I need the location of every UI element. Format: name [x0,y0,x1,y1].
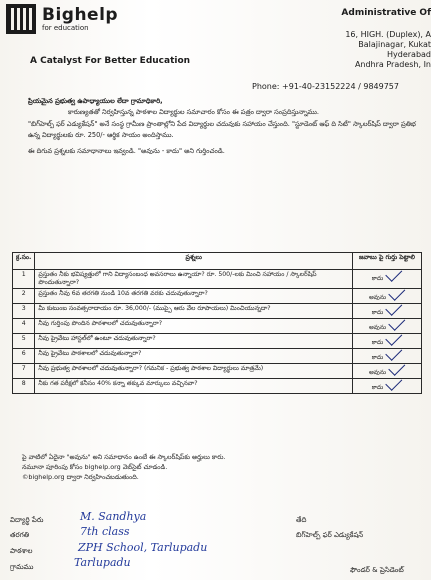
row-number: 7 [13,364,35,379]
date-label: తేది [296,516,307,524]
row-answer[interactable] [353,364,422,379]
answer-text: కాదు [371,354,384,361]
note-1: పై వాటిలో ఏదైనా "అవును" అని సమాధానం ఉంటే ఈ స్కాలర్‌షిప్‌కు అర్హులు కారు. [22,453,226,461]
row-number: 5 [13,334,35,349]
answer-text: కాదు [371,309,384,316]
row-number: 8 [13,379,35,394]
school-label: పాఠశాల [10,547,33,555]
row-question: మీ కుటుంబ సంవత్సరాదాయం రూ. 36,000/- (ముప్పై ఆరు వేల రూపాయలు) మించియున్నదా? [35,304,353,319]
row-question: ప్రస్తుతం నీకు భవిష్యత్తులో గాని విద్యాసంబంధ అవసరాలు ఉన్నాయా? రూ. 500/-లకు మించి సహాయం / స్కాలర్‌షిప్ పొందుతున్నారా? [35,270,353,289]
closing-notes [22,452,427,482]
row-question: నీవు గుర్తింపు పొందిన పాఠశాలలో చదువుతున్నారా? [35,319,353,334]
questions-table [12,252,422,394]
row-number: 4 [13,319,35,334]
village-value[interactable]: Tarlupadu [74,556,131,569]
brand-name: Bighelp [42,5,119,25]
row-question: నీవు ప్రైవేటు హాస్టల్‌లో ఉంటూ చదువుతున్నారా? [35,334,353,349]
salutation: ప్రియమైన ప్రభుత్వ ఉపాధ్యాయుల లేదా గ్రామాధికారి, [28,97,163,105]
address-block [292,8,431,70]
class-label: తరగతి [10,531,30,539]
address-line1: 16, HIGH. (Duplex), A [345,30,431,39]
table-row [13,270,422,289]
row-answer[interactable] [353,349,422,364]
table-row [13,289,422,304]
table-row [13,304,422,319]
address-title: Administrative Of [341,8,431,18]
col-no: క్ర.సం. [13,253,35,270]
table-row [13,349,422,364]
paragraph-3: ఈ దిగువ ప్రశ్నలకు సమాధానాలు ఇవ్వండి. "అవును - కాదు" అని గుర్తించండి. [28,147,225,155]
row-answer[interactable] [353,319,422,334]
address-line2: Balajinagar, Kukat [358,40,431,49]
col-answer: జవాబు పై గుర్తు పెట్టాలి [353,253,422,270]
row-question: నీవు ప్రైవేటు పాఠశాలలో చదువుతున్నారా? [35,349,353,364]
row-number: 1 [13,270,35,289]
row-question: ప్రస్తుతం నీవు 6వ తరగతి నుండి 10వ తరగతి వరకు చదువుతున్నారా? [35,289,353,304]
answer-text: అవును [368,324,387,331]
row-question: నీవు ప్రభుత్వ పాఠశాలలో చదువుతున్నారా? (గమనిక - ప్రభుత్వ పాఠశాల విద్యార్థులు మాత్రమే) [35,364,353,379]
phone: Phone: +91-40-23152224 / 9849757 [252,82,399,91]
row-number: 2 [13,289,35,304]
note-2: నమూనా పూరింపు కోసం bighelp.org వెబ్‌సైట్ చూడండి. [22,463,168,471]
row-number: 6 [13,349,35,364]
table-row [13,364,422,379]
address-line3: Hyderabad [387,50,431,59]
paragraph-2: "బిగ్‌హెల్ప్ ఫర్ ఎడ్యుకేషన్" అనే సంస్థ గ్రామీణ ప్రాంతాల్లోని పేద విద్యార్థుల చదువుకు సహాయం చేస్తుంది. "స్టూడెంట్ ఆఫ్ ది సిటీ" స్కాలర్‌షిప్ ద్వారా ప్రతిభ ఉన్న విద్యార్థులకు రూ. 250/- ఆర్థిక సాయం అందిస్తాము. [28,120,416,139]
name-value[interactable]: M. Sandhya [80,510,147,523]
row-answer[interactable] [353,379,422,394]
brand-sub: for education [42,24,89,32]
table-row [13,319,422,334]
table-row [13,334,422,349]
answer-text: కాదు [371,339,384,346]
row-question: నీకు గత పరీక్షలో కనీసం 40% కన్నా తక్కువ మార్కులు వచ్చినవా? [35,379,353,394]
org-label: బిగ్‌హెల్ప్ ఫర్ ఎడ్యుకేషన్ [296,531,364,539]
row-answer[interactable] [353,270,422,289]
paragraph-1: కారుణ్యతతో నిర్వహిస్తున్న పాఠశాల విద్యార్థుల సమాచారం కోసం ఈ పత్రం ద్వారా సంప్రదిస్తున్నాము. [68,107,320,116]
row-answer[interactable] [353,304,422,319]
answer-text: అవును [368,294,387,301]
name-label: విద్యార్థి పేరు [10,516,44,524]
table-row [13,379,422,394]
letter-body [28,96,426,157]
village-label: గ్రామము [10,563,34,571]
answer-text: కాదు [371,275,384,282]
tagline: A Catalyst For Better Education [30,56,191,66]
logo-mark-icon [6,4,36,34]
row-answer[interactable] [353,334,422,349]
answer-text: కాదు [371,384,384,391]
note-3: ©bighelp.org ద్వారా నిర్వహించబడుతుంది. [22,473,139,481]
answer-text: అవును [368,369,387,376]
bighelp-logo [6,4,136,34]
signature-label: ఫౌండర్ & ప్రెసిడెంట్ [350,566,404,574]
school-value[interactable]: ZPH School, Tarlupadu [78,541,208,554]
row-number: 3 [13,304,35,319]
address-line4: Andhra Pradesh, In [354,60,431,69]
row-answer[interactable] [353,289,422,304]
class-value[interactable]: 7th class [80,525,130,538]
col-question: ప్రశ్నలు [35,253,353,270]
